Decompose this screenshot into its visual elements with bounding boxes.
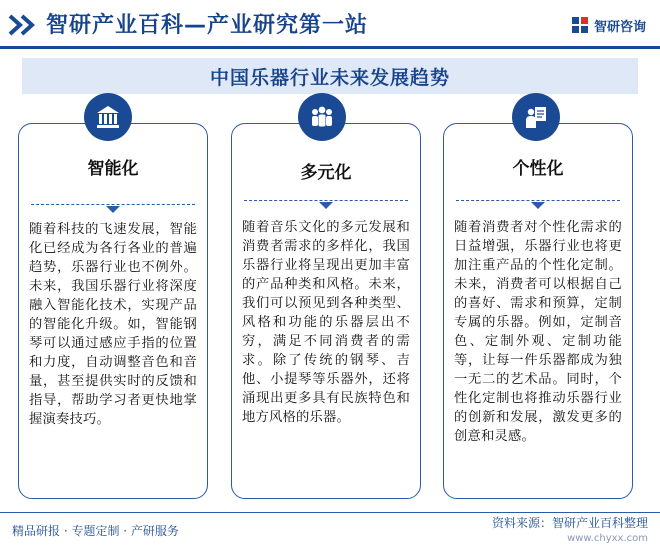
footer-source-block: [492, 512, 648, 544]
people-icon: [298, 93, 346, 141]
header-divider: [0, 46, 660, 49]
trend-card-diversified: [231, 123, 421, 499]
title-banner: [22, 58, 638, 94]
chevrons-icon: [8, 14, 44, 36]
divider-arrow-icon: [531, 202, 545, 209]
top-bar: [0, 0, 660, 50]
card-divider: [456, 200, 620, 201]
brand[interactable]: [571, 16, 646, 34]
person-document-icon: [512, 93, 560, 141]
card-title: 智能化: [87, 159, 139, 179]
card-divider: [31, 204, 195, 205]
card-title: 多元化: [300, 163, 352, 183]
divider-arrow-icon: [319, 202, 333, 209]
footer-services: 精品研报 · 专题定制 · 产研服务: [12, 524, 179, 538]
bank-icon: [84, 93, 132, 141]
footer-source: 资料来源：智研产业百科整理: [491, 516, 648, 530]
trend-card-personalized: [443, 123, 633, 499]
card-divider: [244, 200, 408, 201]
card-text: 随着科技的飞速发展，智能化已经成为各行各业的普遍趋势，乐器行业也不例外。未来，我国乐器行业将深度融入智能化技术，实现产品的智能化升级。如，智能钢琴可以通过感应手指的位置和力度，自动调整音色和音量，甚至提供实时的反馈和指导，帮助学习者更快地掌握演奏技巧。: [29, 222, 197, 427]
footer-url[interactable]: www.chyxx.com: [567, 533, 648, 544]
card-title: 个性化: [512, 159, 564, 179]
card-text: 随着音乐文化的多元发展和消费者需求的多样化，我国乐器行业将呈现出更加丰富的产品种类和风格。未来，我们可以预见到各种类型、风格和功能的乐器层出不穷，满足不同消费者的需求。除了传统的钢琴、吉他、小提琴等乐器外，还将涌现出更多具有民族特色和地方风格的乐器。: [242, 220, 410, 425]
page-title: 智研产业百科—产业研究第一站: [46, 13, 369, 38]
brand-name: 智研咨询: [593, 19, 646, 35]
divider-arrow-icon: [106, 206, 120, 213]
trend-card-intelligent: [18, 123, 208, 499]
banner-title: 中国乐器行业未来发展趋势: [209, 66, 450, 89]
brand-logo-icon: [571, 16, 589, 34]
card-text: 随着消费者对个性化需求的日益增强，乐器行业也将更加注重产品的个性化定制。未来，消费者可以根据自己的喜好、需求和预算，定制专属的乐器。例如，定制音色、定制外观、定制功能等，让每一件乐器都成为独一无二的艺术品。同时，个性化定制也将推动乐器行业的创新和发展，激发更多的创意和灵感。: [454, 220, 622, 444]
